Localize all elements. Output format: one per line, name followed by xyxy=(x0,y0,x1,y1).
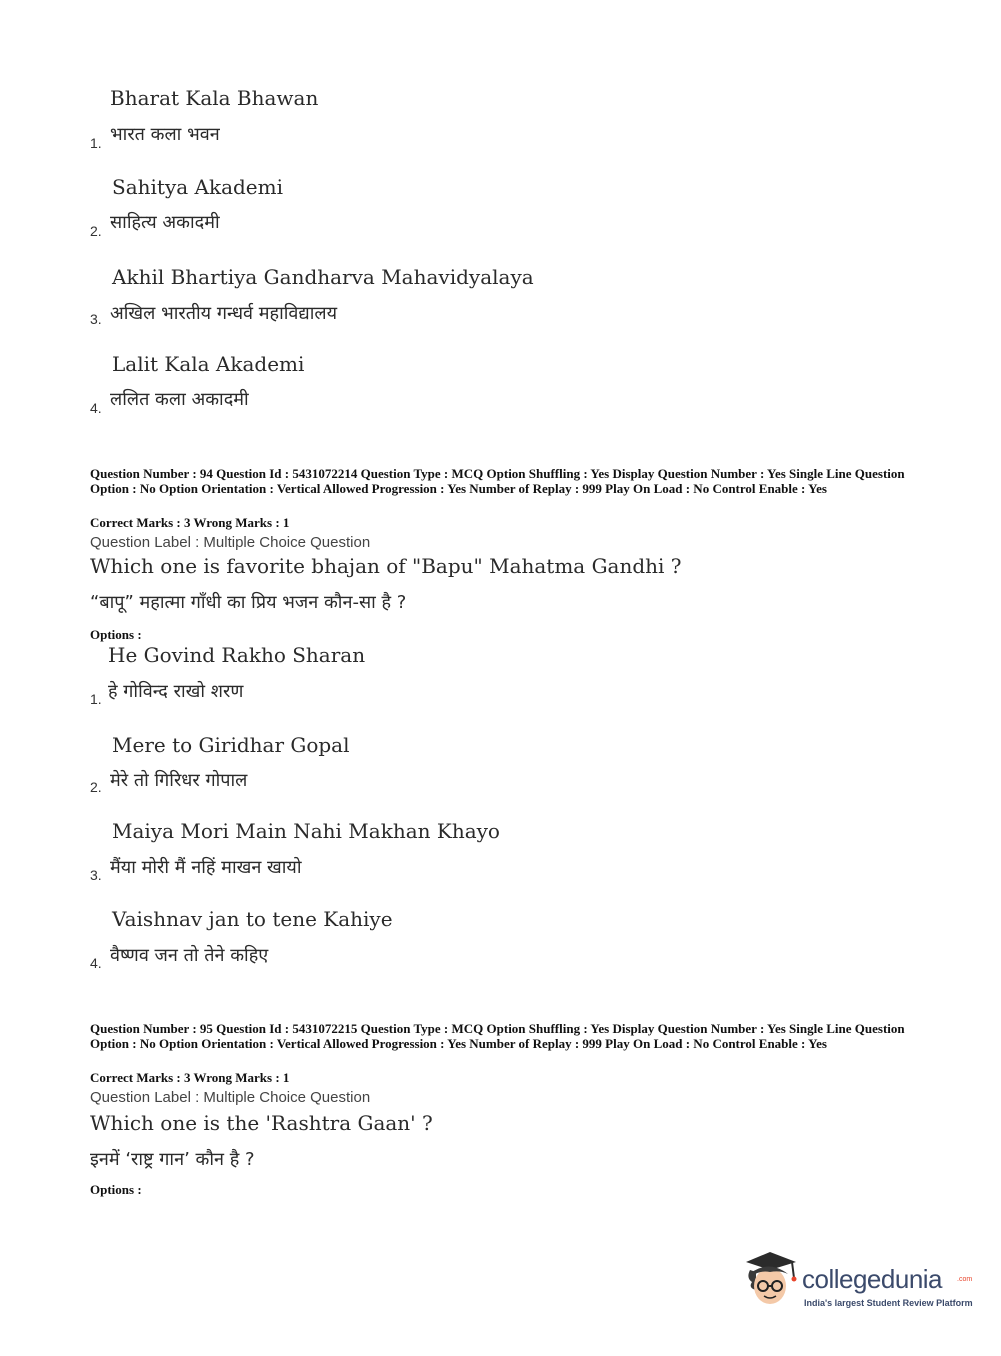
question-94-marks: Correct Marks : 3 Wrong Marks : 1 xyxy=(90,515,290,530)
option-1-english: Bharat Kala Bhawan xyxy=(110,86,319,110)
option-2-number: 2. xyxy=(90,223,102,239)
option-3-hindi: अखिल भारतीय गन्धर्व महाविद्यालय xyxy=(110,303,338,324)
option-1-number: 1. xyxy=(90,135,102,151)
option-4-english: Lalit Kala Akademi xyxy=(112,352,305,376)
q94-option-3-hindi: मैंया मोरी मैं नहिं माखन खायो xyxy=(110,857,302,878)
brand-tagline: India's largest Student Review Platform xyxy=(804,1298,973,1308)
q94-option-1-number: 1. xyxy=(90,691,102,707)
q94-option-3-number: 3. xyxy=(90,867,102,883)
option-3-number: 3. xyxy=(90,311,102,327)
q94-option-1-hindi: हे गोविन्द राखो शरण xyxy=(108,681,244,702)
q94-option-2-hindi: मेरे तो गिरिधर गोपाल xyxy=(110,770,248,791)
question-95-text-english: Which one is the 'Rashtra Gaan' ? xyxy=(90,1111,433,1135)
brand-domain-suffix: .com xyxy=(957,1276,973,1283)
question-95-options-heading: Options : xyxy=(90,1182,142,1197)
question-95-label: Question Label : Multiple Choice Question xyxy=(90,1089,371,1106)
q94-option-4-number: 4. xyxy=(90,955,102,971)
question-94-text-hindi: “बापू” महात्मा गाँधी का प्रिय भजन कौन-सा है ? xyxy=(90,592,407,613)
q94-option-4-english: Vaishnav jan to tene Kahiye xyxy=(112,907,393,931)
q94-option-4-hindi: वैष्णव जन तो तेने कहिए xyxy=(110,945,269,966)
question-95-marks: Correct Marks : 3 Wrong Marks : 1 xyxy=(90,1070,290,1085)
option-1-hindi: भारत कला भवन xyxy=(110,124,220,145)
collegedunia-mascot-icon xyxy=(740,1248,802,1310)
question-94-metadata: Question Number : 94 Question Id : 5431072214 Question Type : MCQ Option Shuffling : Yes Display Question Number : Yes Single Line Question Option : No Option Orientation : Vertical Allowed Progression : Yes Number of Replay : 999 Play On Load : No Control Enable : Yes xyxy=(90,466,905,496)
q94-option-1-english: He Govind Rakho Sharan xyxy=(108,643,366,667)
brand-name: collegedunia xyxy=(802,1264,943,1294)
q94-option-2-number: 2. xyxy=(90,779,102,795)
q94-option-3-english: Maiya Mori Main Nahi Makhan Khayo xyxy=(112,819,500,843)
question-94-text-english: Which one is favorite bhajan of "Bapu" Mahatma Gandhi ? xyxy=(90,554,682,578)
option-3-english: Akhil Bhartiya Gandharva Mahavidyalaya xyxy=(112,265,534,289)
question-95-text-hindi: इनमें ‘राष्ट्र गान’ कौन है ? xyxy=(90,1149,255,1170)
q94-option-2-english: Mere to Giridhar Gopal xyxy=(112,733,350,757)
option-2-hindi: साहित्य अकादमी xyxy=(110,212,220,233)
question-94-options-heading: Options : xyxy=(90,627,142,642)
option-4-hindi: ललित कला अकादमी xyxy=(110,389,249,410)
option-2-english: Sahitya Akademi xyxy=(112,175,284,199)
question-94-label: Question Label : Multiple Choice Question xyxy=(90,534,371,551)
question-95-metadata: Question Number : 95 Question Id : 5431072215 Question Type : MCQ Option Shuffling : Yes Display Question Number : Yes Single Line Question Option : No Option Orientation : Vertical Allowed Progression : Yes Number of Replay : 999 Play On Load : No Control Enable : Yes xyxy=(90,1021,905,1051)
option-4-number: 4. xyxy=(90,400,102,416)
